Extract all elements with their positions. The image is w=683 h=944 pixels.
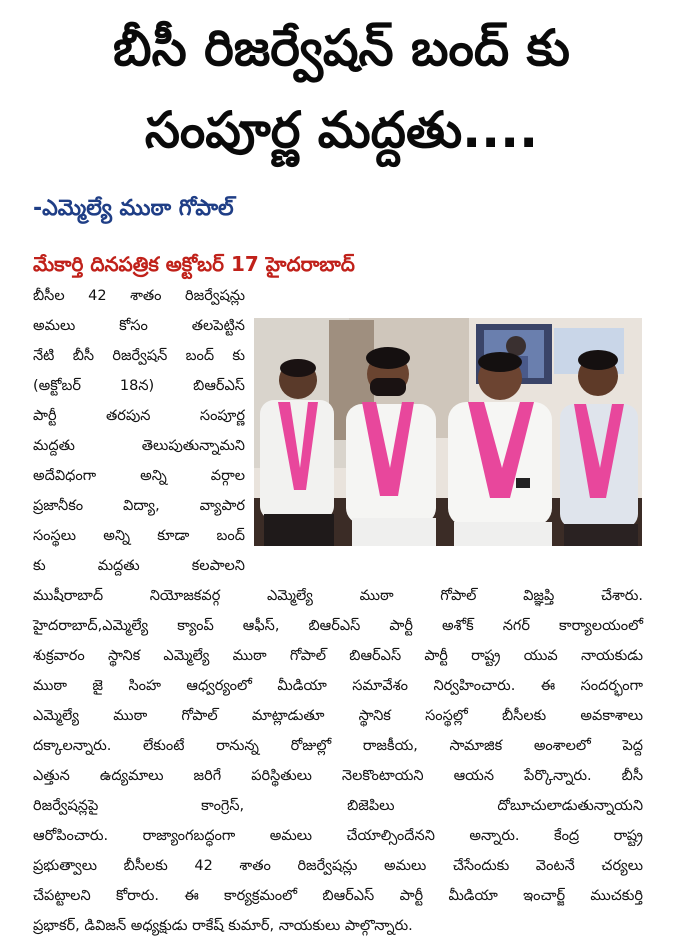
body-line: చేపట్టాలని కోరారు. ఈ కార్యక్రమంలో బిఆర్ఎస్ పార్టీ మీడియా ఇంచార్జ్ ముచకుర్తి xyxy=(33,888,643,904)
body-line: ప్రభాకర్, డివిజన్ అధ్యక్షుడు రాకేష్ కుమార్, నాయకులు పాల్గొన్నారు. xyxy=(33,918,413,934)
body-line: శుక్రవారం స్థానిక ఎమ్మెల్యే ముఠా గోపాల్ బిఆర్ఎస్ పార్టీ రాష్ట్ర యువ నాయకుడు xyxy=(33,648,643,664)
headline-line-1: బీసీ రిజర్వేషన్ బంద్ కు xyxy=(113,19,570,77)
byline: -ఎమ్మెల్యే ముఠా గోపాల్ xyxy=(33,196,234,221)
press-meet-photo xyxy=(254,318,642,546)
body-line: పార్టీ తరపున సంపూర్ణ xyxy=(33,408,245,424)
body-line: దక్కాలన్నారు. లేకుంటే రానున్న రోజుల్లో రాజకీయ, సామాజిక అంశాలలో పెద్ద xyxy=(33,738,643,754)
body-line: బీసీల 42 శాతం రిజర్వేషన్లు xyxy=(33,288,245,304)
body-line: ఎమ్మెల్యే ముఠా గోపాల్ మాట్లాడుతూ స్థానిక సంస్థల్లో బీసీలకు అవకాశాలు xyxy=(33,708,643,724)
body-line: ప్రజానీకం విద్యా, వ్యాపార xyxy=(33,498,245,514)
body-line: ఆరోపించారు. రాజ్యాంగబద్ధంగా అమలు చేయాల్సిందేనని అన్నారు. కేంద్ర రాష్ట్ర xyxy=(33,828,643,844)
body-line: ముషీరాబాద్ నియోజకవర్గ ఎమ్మెల్యే ముఠా గోపాల్ విజ్ఞప్తి చేశారు. xyxy=(33,588,643,604)
body-line: హైదరాబాద్,ఎమ్మెల్యే క్యాంప్ ఆఫీస్, బిఆర్ఎస్ పార్టీ అశోక్ నగర్ కార్యాలయంలో xyxy=(33,618,643,634)
body-line: సంస్థలు అన్ని కూడా బంద్ xyxy=(33,528,245,544)
body-line: కు మద్దతు కలపాలని xyxy=(33,558,245,574)
body-line: ప్రభుత్వాలు బీసీలకు 42 శాతం రిజర్వేషన్లు అమలు చేసేందుకు వెంటనే చర్యలు xyxy=(33,858,643,874)
body-line: నేటి బీసీ రిజర్వేషన్ బంద్ కు xyxy=(33,348,245,364)
body-line: రిజర్వేషన్లపై కాంగ్రెస్, బిజెపిలు దోబూచులాడుతున్నాయని xyxy=(33,798,643,814)
body-line: అదేవిధంగా అన్ని వర్గాల xyxy=(33,468,245,484)
body-line: ముఠా జై సింహ ఆధ్వర్యంలో మీడియా సమావేశం నిర్వహించారు. ఈ సందర్భంగా xyxy=(33,678,643,694)
dateline: మేకార్తి దినపత్రిక అక్టోబర్ 17 హైదరాబాద్ xyxy=(33,252,355,276)
headline-line-2: సంపూర్ణ మద్దతు.... xyxy=(144,101,539,159)
body-line: ఎత్తున ఉద్యమాలు జరిగే పరిస్థితులు నెలకొంటాయని ఆయన పేర్కొన్నారు. బీసీ xyxy=(33,768,643,784)
body-line: అమలు కోసం తలపెట్టిన xyxy=(33,318,245,334)
body-line: మద్దతు తెలుపుతున్నామని xyxy=(33,438,245,454)
body-line: (అక్టోబర్ 18న) బిఆర్ఎస్ xyxy=(33,378,245,394)
